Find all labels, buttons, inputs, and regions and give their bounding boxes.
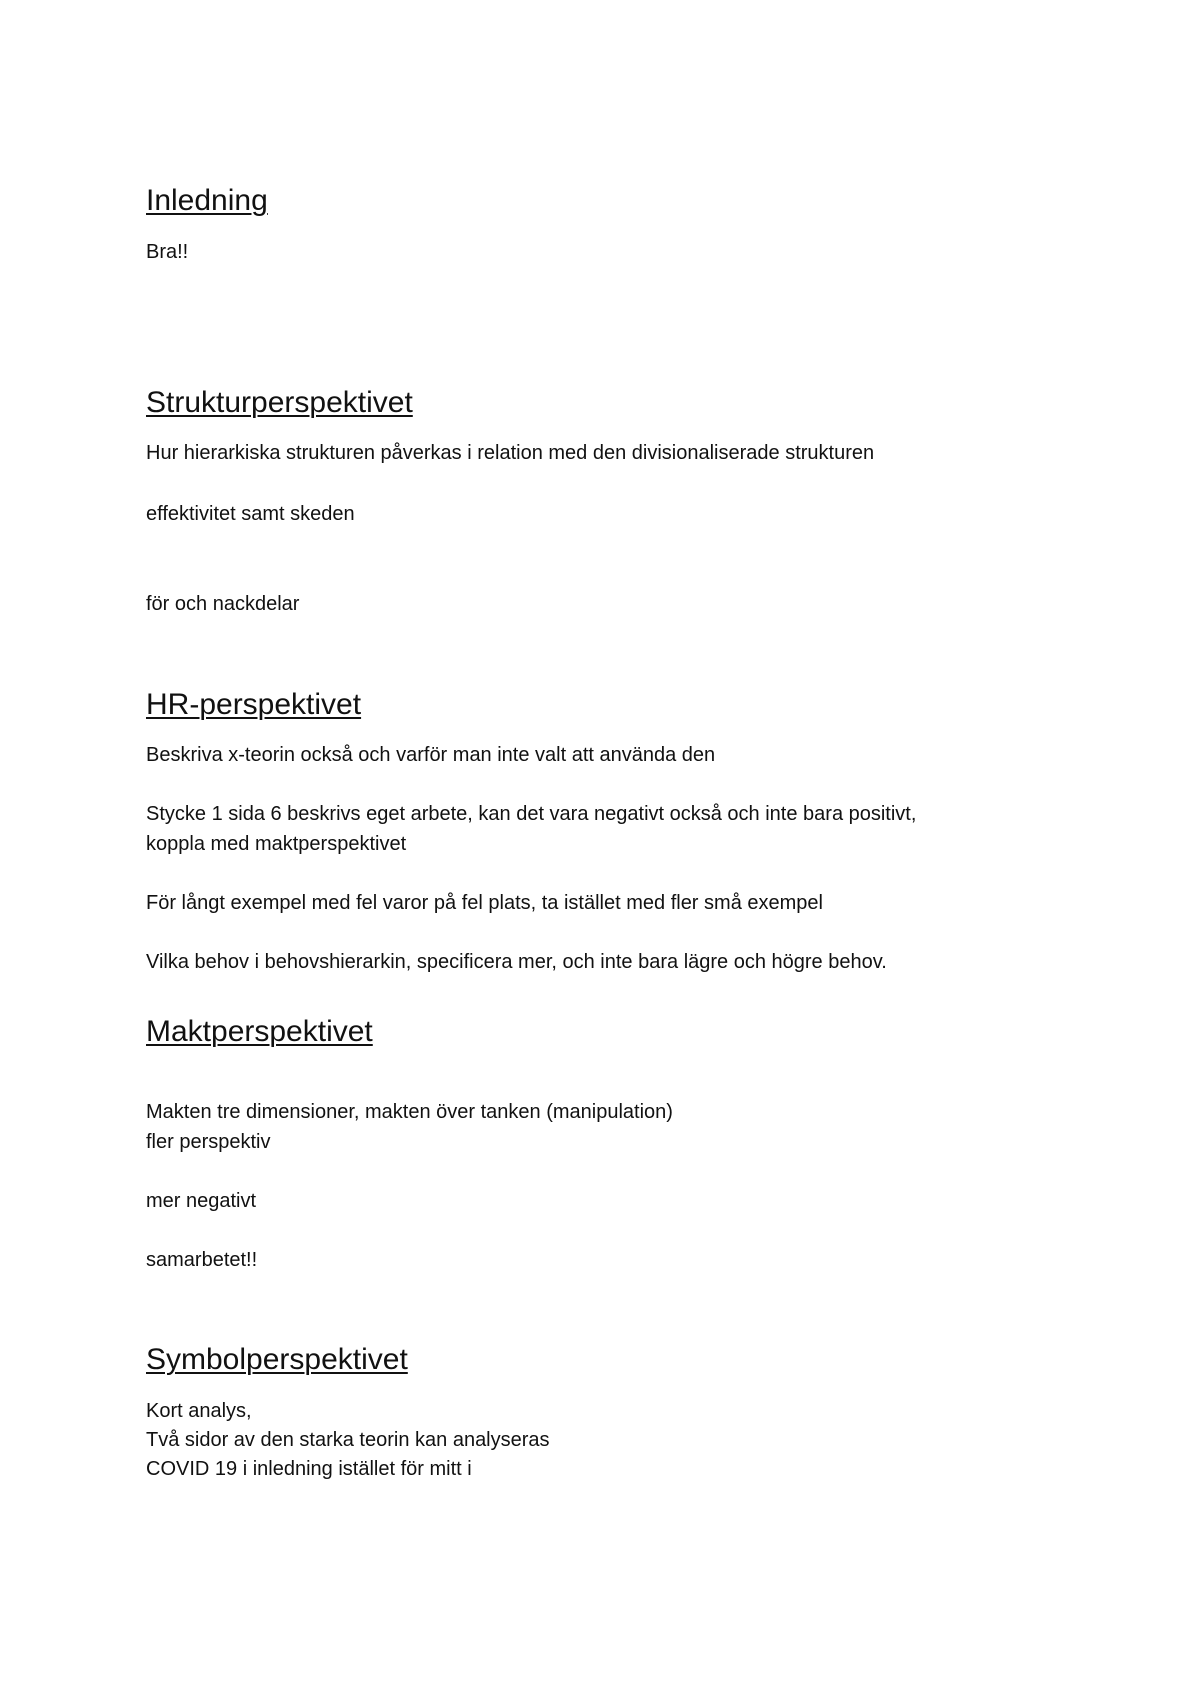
hr-line-1: Beskriva x-teorin också och varför man inte valt att använda den: [146, 744, 716, 766]
hr-line-3: koppla med maktperspektivet: [146, 833, 407, 855]
makt-line-3: mer negativt: [146, 1190, 257, 1212]
struktur-line-1: Hur hierarkiska strukturen påverkas i relation med den divisionaliserade strukturen: [146, 442, 875, 464]
heading-symbolperspektivet: Symbolperspektivet: [146, 1343, 408, 1376]
symbol-line-2: Två sidor av den starka teorin kan analyseras: [146, 1429, 550, 1451]
struktur-line-3: för och nackdelar: [146, 593, 300, 615]
heading-maktperspektivet: Maktperspektivet: [146, 1015, 373, 1048]
makt-line-1: Makten tre dimensioner, makten över tanken (manipulation): [146, 1101, 673, 1123]
struktur-line-2: effektivitet samt skeden: [146, 503, 355, 525]
inledning-line-1: Bra!!: [146, 241, 189, 263]
hr-line-4: För långt exempel med fel varor på fel plats, ta istället med fler små exempel: [146, 892, 823, 914]
symbol-line-3: COVID 19 i inledning istället för mitt i: [146, 1458, 472, 1480]
symbol-line-1: Kort analys,: [146, 1400, 252, 1422]
makt-line-4: samarbetet!!: [146, 1249, 258, 1271]
heading-inledning: Inledning: [146, 184, 268, 217]
heading-hr-perspektivet: HR-perspektivet: [146, 688, 362, 721]
heading-strukturperspektivet: Strukturperspektivet: [146, 386, 413, 419]
hr-line-5: Vilka behov i behovshierarkin, specificera mer, och inte bara lägre och högre behov.: [146, 951, 887, 973]
hr-line-2: Stycke 1 sida 6 beskrivs eget arbete, kan det vara negativt också och inte bara positivt,: [146, 803, 917, 825]
makt-line-2: fler perspektiv: [146, 1131, 271, 1153]
